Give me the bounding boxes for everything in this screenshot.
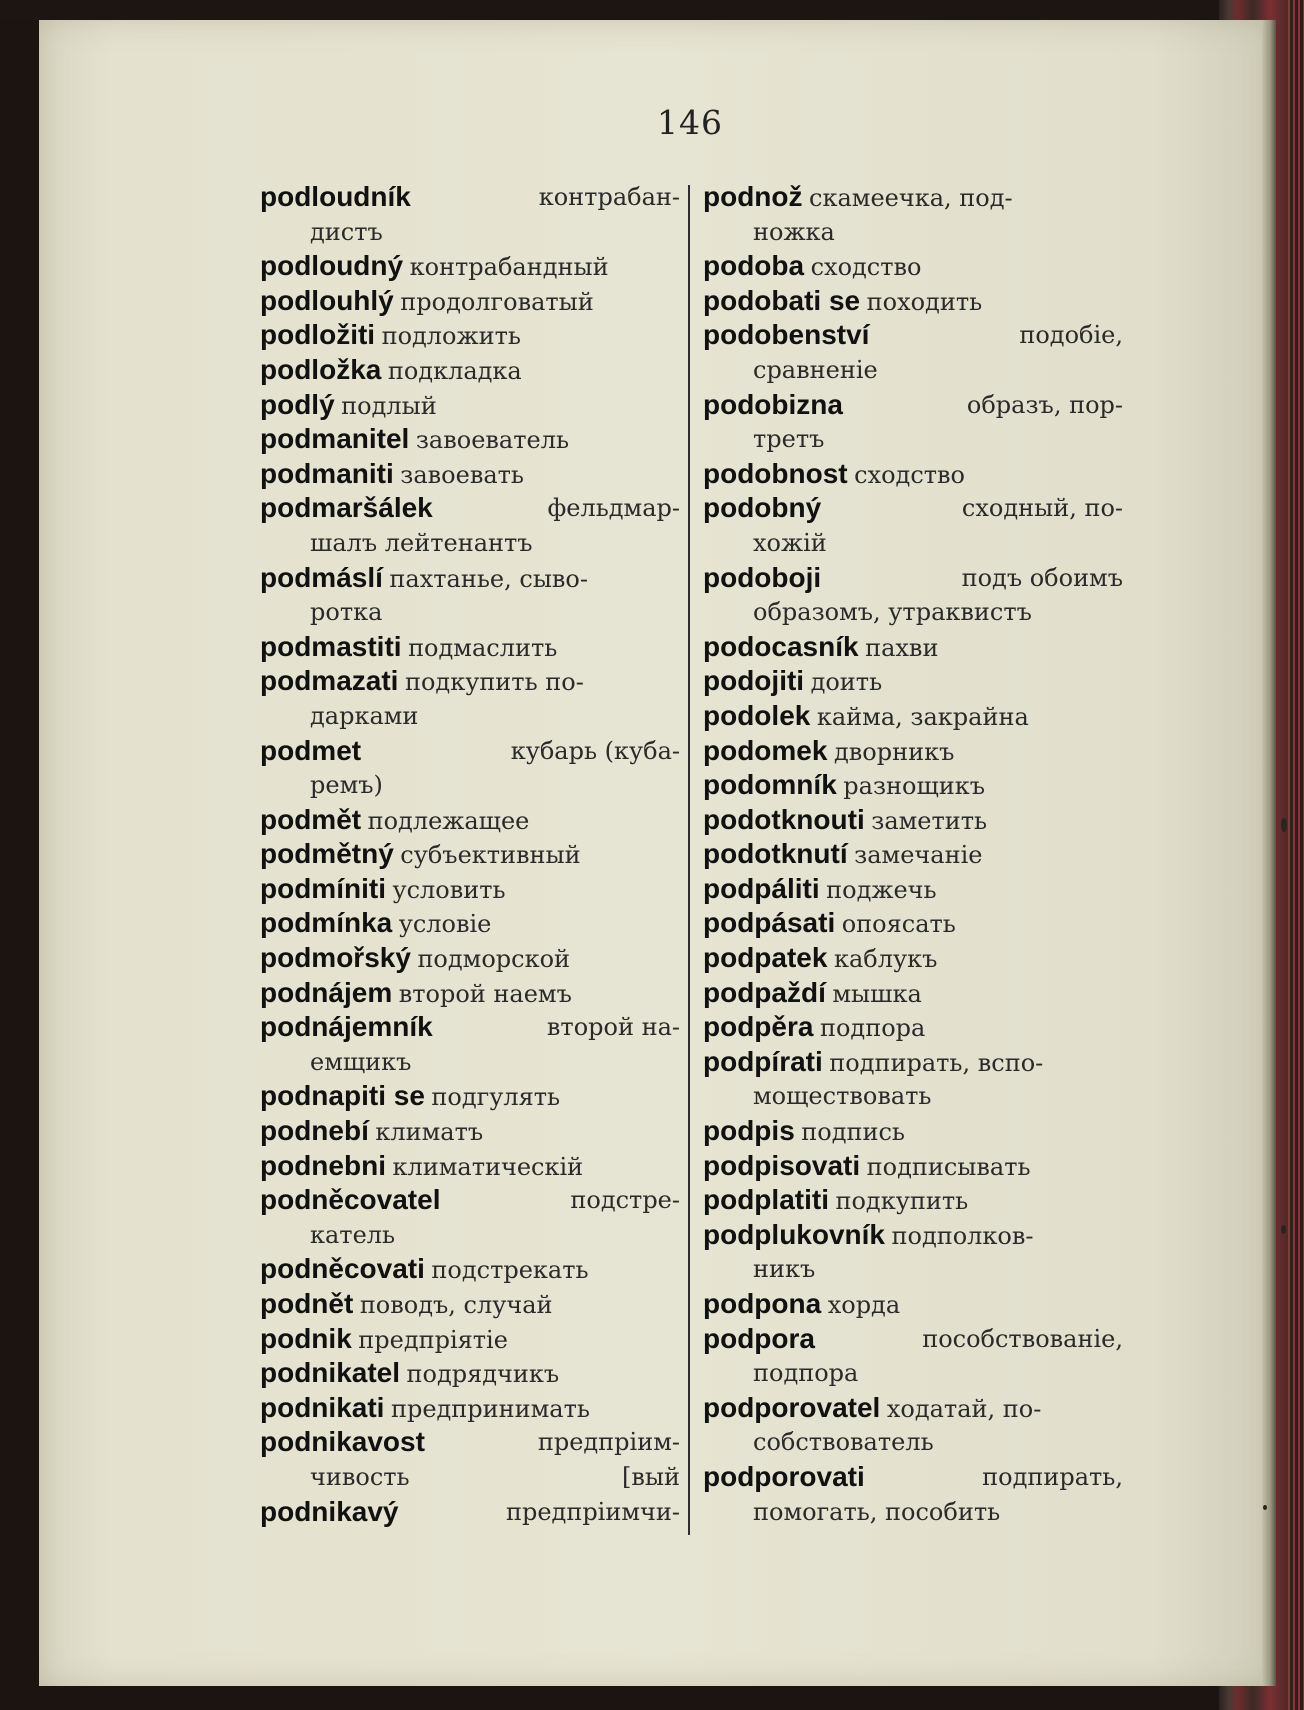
translation: предпріятіе: [358, 1325, 508, 1354]
translation: подписывать: [866, 1152, 1031, 1181]
headword: podomník: [703, 769, 837, 801]
dictionary-entry: [260, 388, 680, 423]
headword: podmět: [260, 803, 362, 835]
dictionary-entry: [260, 1183, 680, 1252]
translation: подполков-: [891, 1221, 1034, 1250]
dictionary-entry: [703, 1045, 1123, 1114]
headword: podotknutí: [703, 838, 848, 870]
dictionary-entry: [703, 561, 1123, 630]
translation: скамеечка, под-: [809, 184, 1013, 212]
translation: контрабандный: [409, 253, 609, 282]
translation: третъ: [753, 425, 825, 454]
headword: podobnost: [703, 457, 848, 489]
entry-line: [260, 422, 680, 457]
ink-spot: [1263, 1505, 1267, 1510]
headword: podpěra: [703, 1011, 814, 1043]
dictionary-entry: [260, 491, 680, 560]
right-column: [703, 180, 1123, 1529]
entry-line: [703, 734, 1123, 769]
entry-line: [260, 734, 680, 769]
headword: podplukovník: [703, 1218, 885, 1250]
translation: субъективный: [400, 841, 581, 870]
headword: podporovati: [703, 1460, 865, 1492]
entry-line: [260, 664, 680, 699]
headword: podobenství: [703, 319, 870, 351]
dictionary-entry: [703, 180, 1123, 249]
headword: podporovatel: [703, 1391, 881, 1423]
entry-line: [703, 1183, 1123, 1218]
page-number: 146: [657, 103, 723, 142]
headword: podnik: [260, 1322, 352, 1354]
entry-line: [260, 1322, 680, 1357]
dictionary-entry: [260, 803, 680, 838]
translation: моществовать: [753, 1082, 932, 1111]
translation: ротка: [310, 598, 383, 627]
headword: podpona: [703, 1288, 822, 1319]
translation: пахтанье, сыво-: [389, 564, 588, 593]
dictionary-entry: [703, 284, 1123, 319]
translation: подобіе,: [1019, 321, 1123, 350]
headword: podplatiti: [703, 1184, 829, 1216]
dictionary-entry: [703, 906, 1123, 941]
entry-line: [703, 215, 1123, 250]
translation: мышка: [832, 979, 922, 1008]
headword: podpáliti: [703, 872, 820, 904]
entry-line: [703, 388, 1123, 423]
headword: podmaršálek: [260, 492, 433, 524]
entry-line: [703, 180, 1123, 215]
entry-line: [703, 457, 1123, 492]
entry-line: [703, 1252, 1123, 1287]
translation: доить: [810, 668, 883, 697]
dictionary-entry: [260, 734, 680, 803]
headword: podmětný: [260, 838, 394, 870]
translation: подрядчикъ: [406, 1360, 560, 1389]
translation: заметить: [871, 806, 988, 835]
translation: катель: [310, 1220, 396, 1249]
translation: походить: [866, 287, 983, 316]
dictionary-entry: [260, 630, 680, 665]
translation: дворникъ: [833, 737, 955, 766]
headword: podložka: [260, 353, 382, 385]
translation: чивость: [310, 1462, 410, 1491]
headword: podoba: [703, 250, 805, 282]
dictionary-entry: [260, 1114, 680, 1149]
translation: ножка: [753, 217, 835, 246]
scan-border-top: [0, 0, 1304, 20]
translation: пособствованіе,: [922, 1324, 1123, 1353]
headword: podloudník: [260, 181, 411, 212]
entry-line: [260, 941, 680, 976]
translation: подъ обоимъ: [961, 563, 1123, 592]
translation: второй на-: [546, 1013, 680, 1042]
headword: podoboji: [703, 561, 822, 593]
headword: podmaniti: [260, 457, 394, 489]
entry-line: [703, 1287, 1123, 1322]
entry-line: [703, 941, 1123, 976]
headword: podmastiti: [260, 630, 402, 662]
dictionary-entry: [260, 1252, 680, 1287]
dictionary-entry: [703, 491, 1123, 560]
entry-line: [703, 1495, 1123, 1530]
translation: дистъ: [310, 217, 383, 246]
entry-line: [703, 837, 1123, 872]
headword: podnož: [703, 181, 803, 212]
dictionary-entry: [260, 872, 680, 907]
entry-line: [260, 595, 680, 630]
translation: сходный, по-: [961, 494, 1123, 523]
dictionary-entry: [703, 976, 1123, 1011]
headword: podmet: [260, 734, 362, 766]
dictionary-entry: [260, 664, 680, 733]
translation: хорда: [827, 1291, 901, 1319]
translation: поводъ, случай: [359, 1291, 553, 1319]
translation: подстре-: [570, 1186, 680, 1215]
entry-line: [703, 1322, 1123, 1357]
headword: podnájem: [260, 976, 393, 1008]
dictionary-entry: [703, 1322, 1123, 1391]
headword: podomek: [703, 734, 828, 766]
headword: podloudný: [260, 250, 404, 282]
headword: podpora: [703, 1322, 815, 1354]
entry-line: [260, 1460, 680, 1495]
entry-line: [260, 1356, 680, 1391]
translation: условить: [392, 875, 506, 904]
headword: podnájemník: [260, 1011, 433, 1043]
translation: кайма, закрайна: [816, 702, 1029, 731]
dictionary-entry: [703, 1287, 1123, 1322]
headword: podmínka: [260, 907, 393, 939]
translation: условіе: [398, 910, 492, 939]
entry-line: [703, 249, 1123, 284]
entry-line: [260, 1495, 680, 1530]
entry-line: [703, 1010, 1123, 1045]
headword: podocasník: [703, 630, 859, 662]
entry-line: [260, 1114, 680, 1149]
translation: пахви: [865, 633, 939, 662]
dictionary-entry: [260, 976, 680, 1011]
dictionary-entry: [703, 1149, 1123, 1184]
entry-line: [260, 1149, 680, 1184]
translation: каблукъ: [833, 945, 938, 974]
translation: контрабан-: [538, 183, 680, 211]
entry-line: [260, 1425, 680, 1460]
entry-line: [260, 1252, 680, 1287]
dictionary-entry: [260, 318, 680, 353]
entry-line: [703, 1218, 1123, 1253]
translation: поджечь: [826, 875, 937, 904]
translation-continuation: [вый: [622, 1462, 680, 1491]
entry-line: [260, 976, 680, 1011]
translation: продолговатый: [400, 287, 594, 316]
entry-line: [703, 1391, 1123, 1426]
entry-line: [260, 906, 680, 941]
dictionary-entry: [260, 180, 680, 249]
dictionary-entry: [703, 1391, 1123, 1460]
headword: podnikavost: [260, 1426, 425, 1458]
translation: разнощикъ: [843, 772, 986, 801]
translation: подпора: [819, 1014, 926, 1043]
headword: podobizna: [703, 388, 843, 420]
headword: podnebí: [260, 1115, 369, 1147]
headword: podpisovati: [703, 1149, 861, 1181]
headword: podnikatel: [260, 1357, 401, 1389]
headword: podpatek: [703, 942, 828, 974]
entry-line: [260, 353, 680, 388]
entry-line: [703, 422, 1123, 457]
dictionary-entry: [703, 1183, 1123, 1218]
translation: ходатай, по-: [886, 1394, 1042, 1423]
entry-line: [703, 1149, 1123, 1184]
ink-spot: [1281, 1225, 1286, 1234]
headword: podnět: [260, 1288, 354, 1319]
translation: подложить: [381, 322, 521, 351]
dictionary-entry: [703, 1010, 1123, 1045]
headword: podmanitel: [260, 423, 410, 455]
dictionary-entry: [260, 1495, 680, 1530]
entry-line: [703, 1079, 1123, 1114]
entry-line: [703, 976, 1123, 1011]
entry-line: [703, 699, 1123, 734]
dictionary-entry: [703, 318, 1123, 387]
entry-line: [260, 803, 680, 838]
translation: кубарь (куба-: [510, 736, 680, 765]
dictionary-entry: [703, 1218, 1123, 1287]
translation: предпріим-: [537, 1428, 680, 1457]
headword: podnikati: [260, 1391, 385, 1423]
headword: podmazati: [260, 665, 399, 697]
translation: климатическій: [392, 1152, 584, 1181]
headword: podnapiti se: [260, 1080, 425, 1112]
dictionary-entry: [703, 664, 1123, 699]
translation: второй наемъ: [398, 979, 572, 1008]
dictionary-entry: [703, 837, 1123, 872]
dictionary-entry: [260, 1391, 680, 1426]
translation: подпись: [801, 1118, 905, 1147]
dictionary-entry: [703, 388, 1123, 457]
entry-line: [260, 457, 680, 492]
translation: подкупить по-: [404, 668, 584, 697]
entry-line: [260, 1010, 680, 1045]
headword: podpis: [703, 1115, 795, 1147]
translation: никъ: [753, 1255, 816, 1284]
dictionary-entry: [260, 422, 680, 457]
translation: собствователь: [753, 1428, 934, 1457]
headword: podmíniti: [260, 872, 386, 904]
dictionary-entry: [703, 768, 1123, 803]
entry-line: [703, 1114, 1123, 1149]
headword: podpírati: [703, 1045, 823, 1077]
translation: предпринимать: [390, 1394, 590, 1423]
translation: образъ, пор-: [966, 390, 1123, 419]
headword: podložiti: [260, 319, 376, 351]
dictionary-entry: [703, 457, 1123, 492]
dictionary-entry: [260, 837, 680, 872]
headword: podlý: [260, 388, 335, 420]
headword: podmáslí: [260, 561, 383, 593]
entry-line: [260, 699, 680, 734]
dictionary-entry: [260, 1010, 680, 1079]
translation: подпирать,: [982, 1462, 1123, 1491]
headword: podolek: [703, 699, 811, 731]
dictionary-entry: [260, 249, 680, 284]
dictionary-entry: [260, 1356, 680, 1391]
dictionary-entry: [703, 630, 1123, 665]
entry-line: [260, 1287, 680, 1322]
entry-line: [703, 906, 1123, 941]
headword: podněcovatel: [260, 1184, 441, 1216]
column-divider: [688, 185, 690, 1535]
translation: подстрекать: [431, 1256, 589, 1285]
entry-line: [260, 249, 680, 284]
dictionary-entry: [703, 872, 1123, 907]
translation: шалъ лейтенантъ: [310, 528, 533, 557]
entry-line: [703, 284, 1123, 319]
dictionary-entry: [703, 249, 1123, 284]
translation: дарками: [310, 701, 419, 730]
entry-line: [703, 1460, 1123, 1495]
entry-line: [260, 837, 680, 872]
dictionary-entry: [703, 1114, 1123, 1149]
entry-line: [260, 1183, 680, 1218]
translation: подморской: [417, 945, 571, 974]
headword: podobný: [703, 492, 822, 524]
dictionary-entry: [260, 1149, 680, 1184]
translation: подкупить: [835, 1187, 969, 1216]
entry-line: [260, 526, 680, 561]
translation: хожій: [753, 528, 827, 557]
headword: podnikavý: [260, 1495, 399, 1527]
translation: подмаслить: [408, 633, 558, 662]
translation: ремъ): [310, 771, 383, 800]
translation: предпріимчи-: [505, 1497, 680, 1526]
entry-line: [260, 1079, 680, 1114]
translation: подпора: [753, 1359, 859, 1388]
translation: опоясать: [841, 910, 956, 939]
entry-line: [260, 1218, 680, 1253]
translation: сходство: [854, 460, 966, 489]
dictionary-entry: [703, 1460, 1123, 1529]
entry-line: [260, 1391, 680, 1426]
dictionary-entry: [703, 734, 1123, 769]
headword: podotknouti: [703, 803, 865, 835]
dictionary-entry: [703, 941, 1123, 976]
translation: подпирать, вспо-: [829, 1048, 1044, 1077]
dictionary-entry: [260, 1425, 680, 1494]
entry-line: [703, 630, 1123, 665]
entry-line: [260, 561, 680, 596]
dictionary-entry: [260, 1287, 680, 1322]
translation: завоеватель: [415, 426, 570, 455]
translation: завоевать: [400, 460, 524, 489]
translation: подлежащее: [367, 806, 530, 835]
entry-line: [260, 1045, 680, 1080]
headword: podněcovati: [260, 1253, 425, 1285]
headword: podobati se: [703, 284, 861, 316]
entry-line: [703, 526, 1123, 561]
headword: podmořský: [260, 942, 411, 974]
entry-line: [703, 318, 1123, 353]
entry-line: [703, 1425, 1123, 1460]
binding-stripes: [1288, 0, 1304, 1710]
ink-spot: [1281, 818, 1287, 832]
translation: образомъ, утраквистъ: [753, 598, 1032, 627]
entry-line: [703, 1045, 1123, 1080]
headword: podpaždí: [703, 976, 826, 1008]
translation: сходство: [810, 253, 922, 282]
dictionary-entry: [260, 906, 680, 941]
entry-line: [260, 491, 680, 526]
translation: сравненіе: [753, 355, 878, 384]
entry-line: [703, 872, 1123, 907]
entry-line: [703, 768, 1123, 803]
translation: климатъ: [375, 1118, 484, 1147]
translation: фельдмар-: [547, 494, 680, 523]
entry-line: [703, 491, 1123, 526]
entry-line: [260, 284, 680, 319]
entry-line: [260, 768, 680, 803]
entry-line: [260, 318, 680, 353]
dictionary-entry: [260, 284, 680, 319]
entry-line: [703, 664, 1123, 699]
entry-line: [260, 180, 680, 215]
translation: подкладка: [387, 356, 522, 385]
dictionary-entry: [260, 353, 680, 388]
entry-line: [260, 872, 680, 907]
entry-line: [260, 630, 680, 665]
left-column: [260, 180, 680, 1529]
headword: podpásati: [703, 907, 836, 939]
entry-line: [703, 595, 1123, 630]
headword: podlouhlý: [260, 284, 394, 316]
dictionary-entry: [703, 803, 1123, 838]
translation: емщикъ: [310, 1047, 412, 1076]
page-edge: [1262, 20, 1276, 1686]
entry-line: [703, 353, 1123, 388]
headword: podojiti: [703, 665, 805, 697]
entry-line: [703, 1356, 1123, 1391]
translation: подлый: [341, 391, 437, 420]
dictionary-entry: [260, 1079, 680, 1114]
dictionary-entry: [703, 699, 1123, 734]
translation: помогать, пособить: [753, 1497, 1001, 1526]
translation: замечаніе: [854, 841, 983, 870]
entry-line: [703, 561, 1123, 596]
translation: подгулять: [431, 1083, 561, 1112]
entry-line: [260, 215, 680, 250]
entry-line: [703, 803, 1123, 838]
dictionary-entry: [260, 1322, 680, 1357]
headword: podnebni: [260, 1149, 386, 1181]
dictionary-entry: [260, 561, 680, 630]
entry-line: [260, 388, 680, 423]
dictionary-entry: [260, 941, 680, 976]
dictionary-entry: [260, 457, 680, 492]
